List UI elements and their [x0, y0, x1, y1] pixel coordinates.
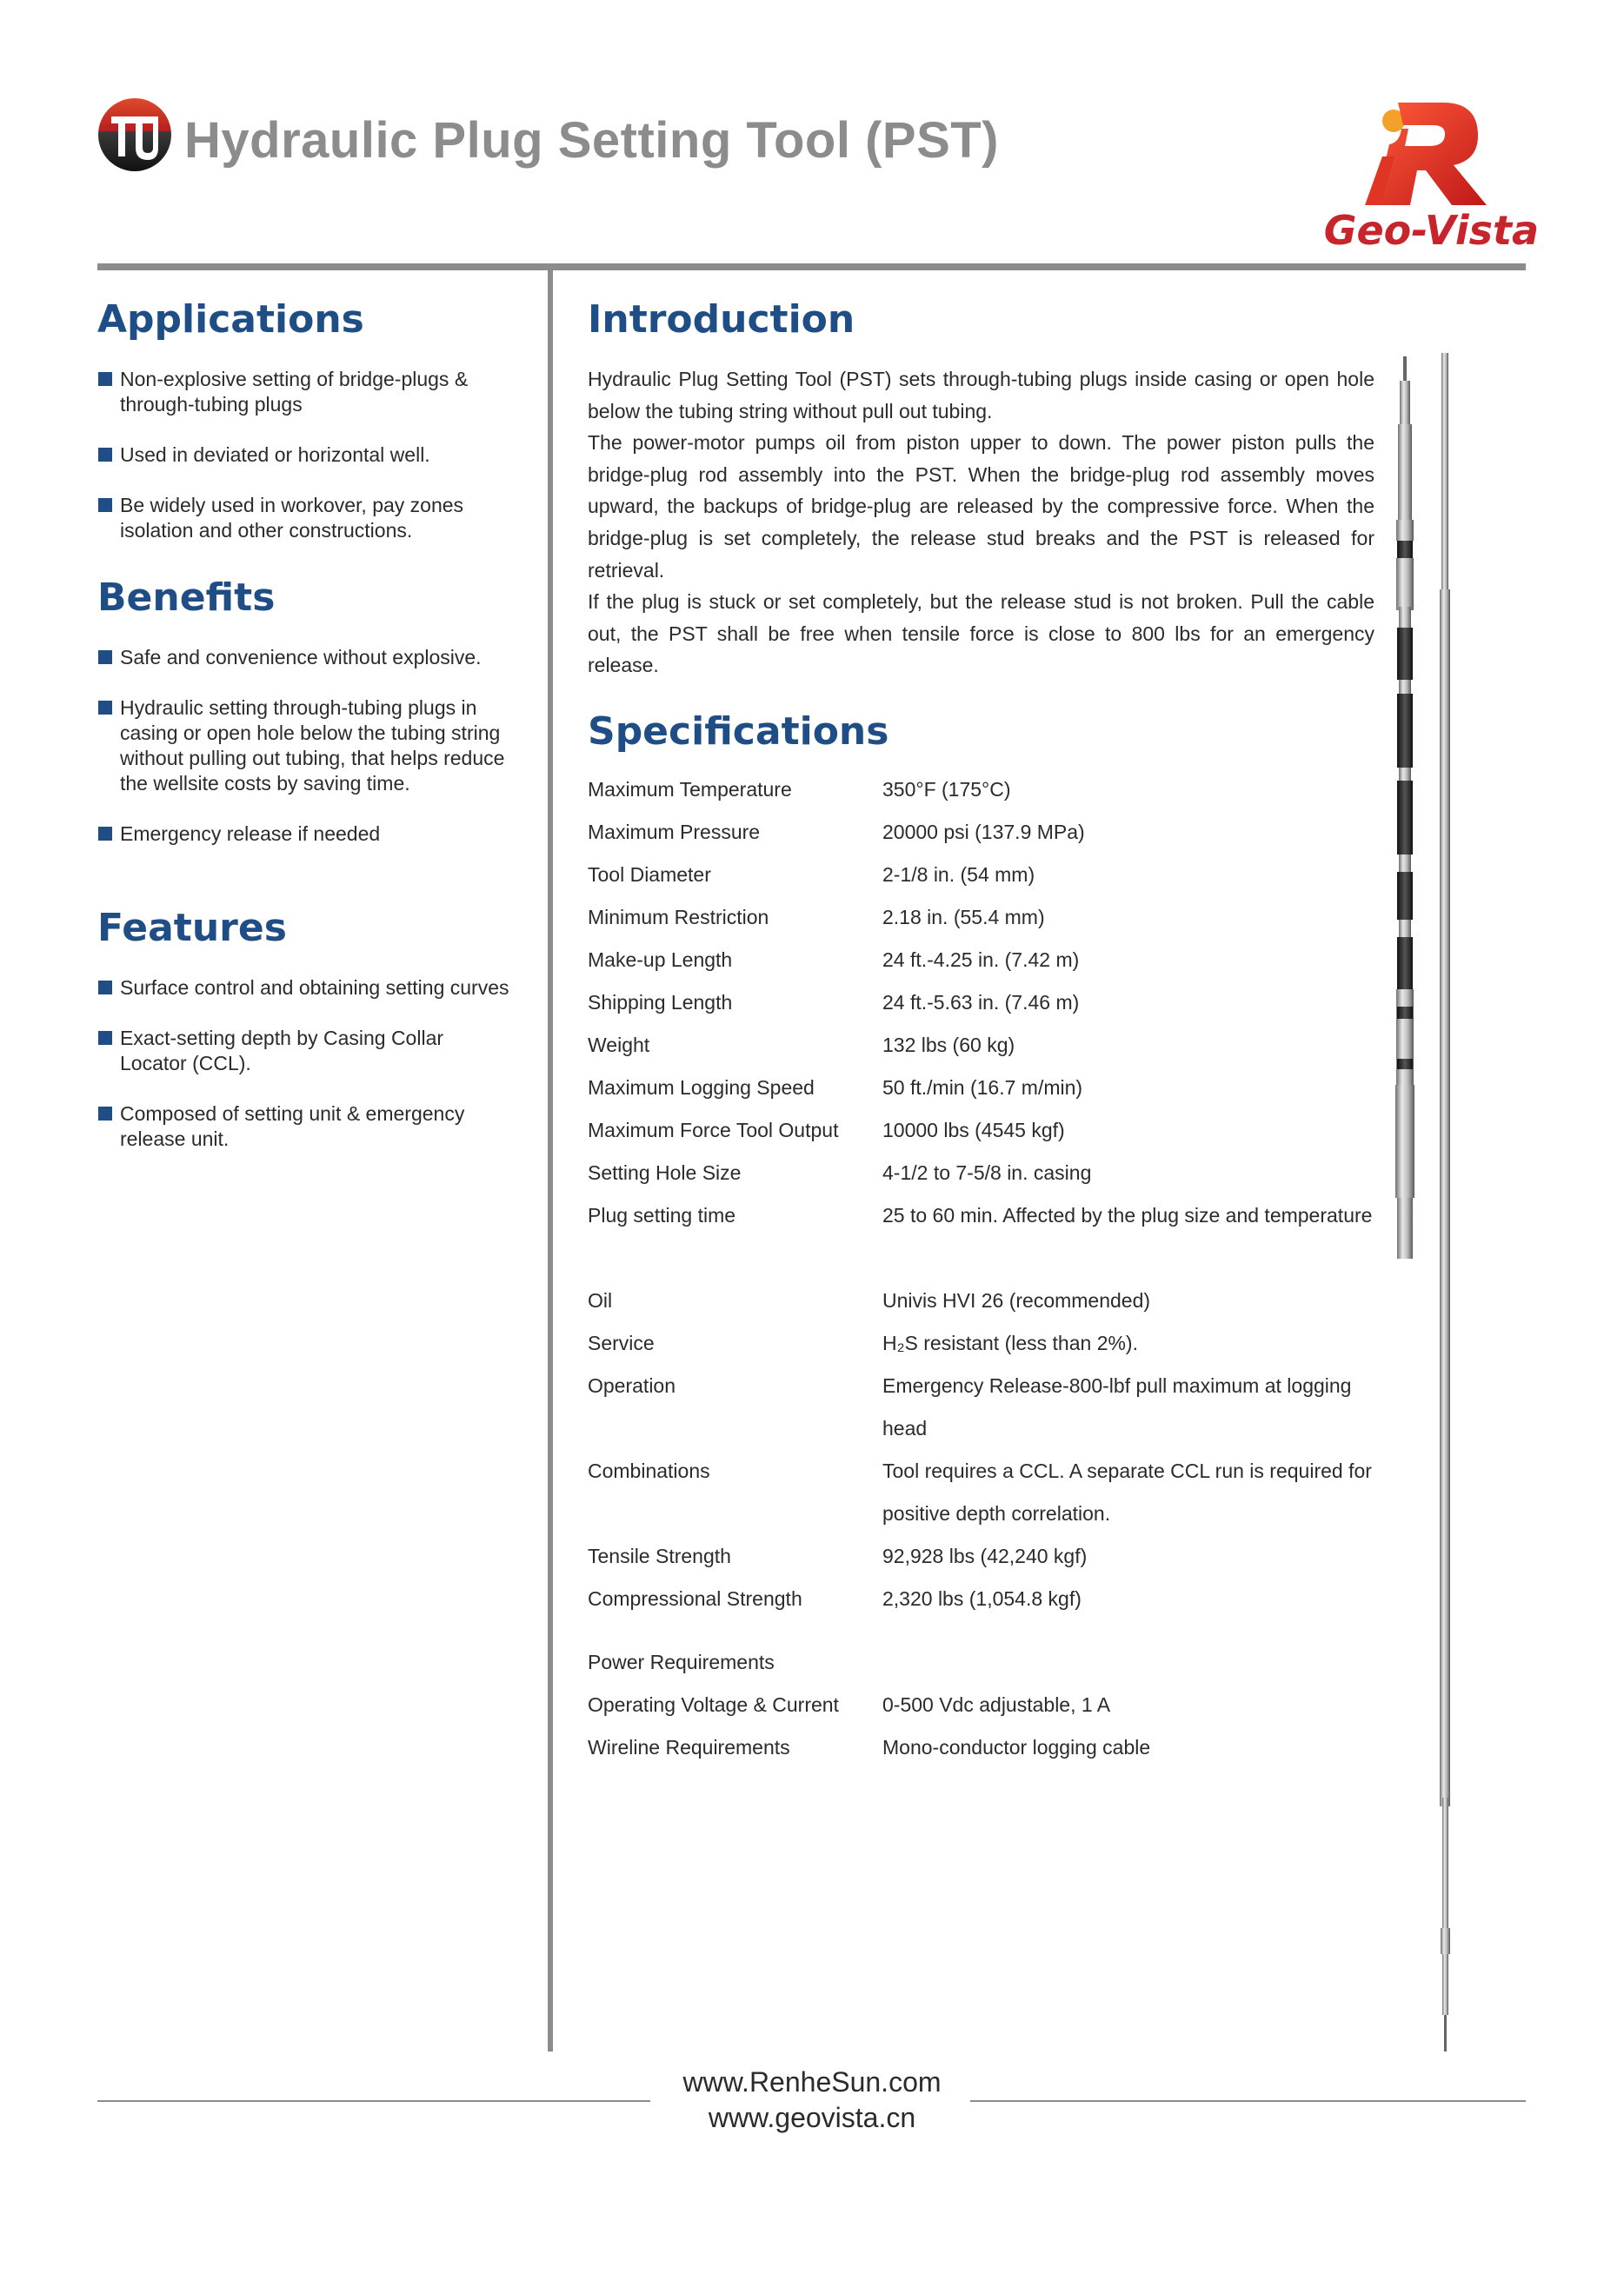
specifications-heading: Specifications [588, 709, 889, 754]
spec-label: Shipping Length [588, 991, 733, 1014]
spec-label: Service [588, 1332, 655, 1354]
introduction-text [588, 363, 1374, 682]
spec-value: 25 to 60 min. Affected by the plug size and temperature [882, 1204, 1373, 1227]
list-item: Hydraulic setting through-tubing plugs in casing or open hole below the tubing string without pulling out tubing, that helps reduce the wellsite costs by saving time. [97, 695, 515, 796]
website-link-renhesun[interactable]: www.RenheSun.com [682, 2066, 942, 2098]
features-heading: Features [97, 906, 287, 950]
spec-label: Maximum Force Tool Output [588, 1119, 839, 1141]
spec-value: 2,320 lbs (1,054.8 kgf) [882, 1587, 1082, 1610]
spec-label: Tool Diameter [588, 863, 711, 886]
bullet-square-icon [98, 1107, 112, 1121]
spec-value: 2-1/8 in. (54 mm) [882, 863, 1035, 886]
spec-label: Oil [588, 1289, 613, 1312]
spec-label: Maximum Pressure [588, 821, 761, 843]
benefits-list [97, 645, 515, 872]
spec-value: Tool requires a CCL. A separate CCL run is required for positive depth correlation. [882, 1460, 1372, 1525]
applications-heading: Applications [97, 297, 364, 342]
spec-value: Emergency Release-800-lbf pull maximum at logging head [882, 1374, 1352, 1440]
bullet-square-icon [98, 701, 112, 715]
spec-label: Wireline Requirements [588, 1736, 790, 1759]
spec-label: Maximum Logging Speed [588, 1076, 815, 1099]
spec-value: Univis HVI 26 (recommended) [882, 1289, 1151, 1312]
list-item: Composed of setting unit & emergency release unit. [97, 1101, 515, 1152]
intro-paragraph: Hydraulic Plug Setting Tool (PST) sets through-tubing plugs inside casing or open hole below the tubing string without pull out tubing. [588, 368, 1374, 422]
bullet-square-icon [98, 372, 112, 386]
spec-value: 24 ft.-4.25 in. (7.42 m) [882, 948, 1080, 971]
features-list [97, 975, 515, 1177]
spec-label: Operating Voltage & Current [588, 1693, 839, 1716]
spec-value: 92,928 lbs (42,240 kgf) [882, 1545, 1088, 1567]
spec-value: H₂S resistant (less than 2%). [882, 1332, 1138, 1354]
spec-value: 350°F (175°C) [882, 778, 1011, 801]
spec-label: Make-up Length [588, 948, 733, 971]
spec-value: 132 lbs (60 kg) [882, 1034, 1015, 1056]
spec-value: 20000 psi (137.9 MPa) [882, 821, 1085, 843]
spec-label: Combinations [588, 1460, 710, 1482]
renhesun-logo [97, 97, 172, 172]
bullet-square-icon [98, 498, 112, 512]
list-item: Exact-setting depth by Casing Collar Locator (CCL). [97, 1026, 515, 1076]
website-link-geovista[interactable]: www.geovista.cn [708, 2102, 916, 2133]
footer-divider-right [970, 2100, 1526, 2102]
spec-value: 2.18 in. (55.4 mm) [882, 906, 1045, 928]
spec-label: Operation [588, 1374, 676, 1397]
intro-paragraph: The power-motor pumps oil from piston upper to down. The power piston pulls the bridge-plug rod assembly into the PST. When the bridge-plug rod assembly moves upward, the backups of bridge-plug are released by the compressive force. When the bridge-plug is set completely, the release stud breaks and the PST is released for retrieval. [588, 431, 1374, 582]
list-item: Safe and convenience without explosive. [97, 645, 515, 670]
list-item: Non-explosive setting of bridge-plugs & through-tubing plugs [97, 367, 515, 417]
footer-divider-left [97, 2100, 650, 2102]
spec-value: 4-1/2 to 7-5/8 in. casing [882, 1161, 1092, 1184]
spec-label: Maximum Temperature [588, 778, 792, 801]
spec-value: 24 ft.-5.63 in. (7.46 m) [882, 991, 1080, 1014]
intro-paragraph: If the plug is stuck or set completely, but the release stud is not broken. Pull the cable out, the PST shall be free when tensile force is close to 800 lbs for an emergency release. [588, 590, 1374, 677]
bullet-square-icon [98, 827, 112, 841]
list-item: Used in deviated or horizontal well. [97, 442, 515, 468]
bullet-square-icon [98, 650, 112, 664]
bullet-square-icon [98, 1031, 112, 1045]
applications-list [97, 367, 515, 569]
page-title: Hydraulic Plug Setting Tool (PST) [184, 112, 999, 169]
header-divider [97, 263, 1526, 270]
spec-value: 50 ft./min (16.7 m/min) [882, 1076, 1083, 1099]
spec-label: Tensile Strength [588, 1545, 731, 1567]
spec-value: 10000 lbs (4545 kgf) [882, 1119, 1065, 1141]
spec-label: Plug setting time [588, 1204, 736, 1227]
spec-label: Compressional Strength [588, 1587, 802, 1610]
tool-photo [1382, 346, 1466, 2058]
spec-label: Weight [588, 1034, 650, 1056]
spec-label: Setting Hole Size [588, 1161, 742, 1184]
list-item: Surface control and obtaining setting curves [97, 975, 515, 1001]
introduction-heading: Introduction [588, 297, 855, 342]
brand-name: Geo-Vista [1323, 207, 1539, 254]
benefits-heading: Benefits [97, 575, 276, 620]
bullet-square-icon [98, 448, 112, 462]
bullet-square-icon [98, 981, 112, 994]
spec-value: 0-500 Vdc adjustable, 1 A [882, 1693, 1111, 1716]
spec-value: Mono-conductor logging cable [882, 1736, 1151, 1759]
column-divider [548, 268, 553, 2052]
list-item: Emergency release if needed [97, 821, 515, 847]
list-item: Be widely used in workover, pay zones isolation and other constructions. [97, 493, 515, 543]
spec-label: Minimum Restriction [588, 906, 769, 928]
